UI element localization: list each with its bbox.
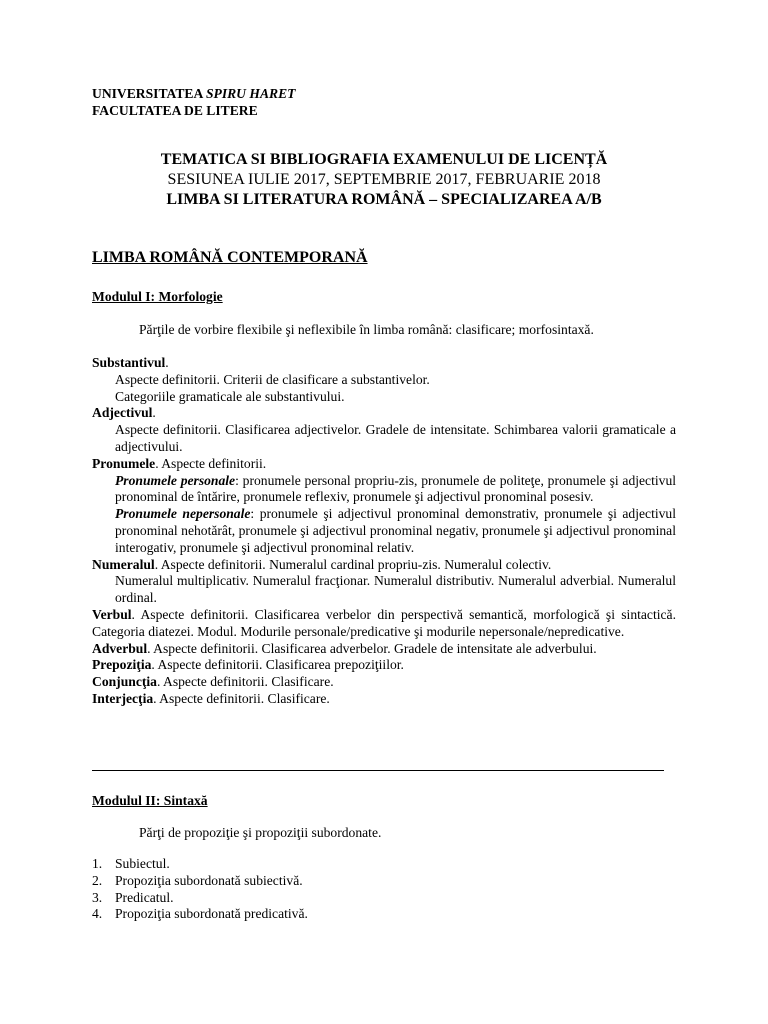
list-item-text: Propoziţia subordonată predicativă. [115, 906, 308, 922]
pronume-nepersonale [92, 506, 676, 556]
prepozitie-paragraph [92, 657, 676, 674]
numeral-rest: . Aspecte definitorii. Numeralul cardinal propriu-zis. Numeralul colectiv. [154, 556, 552, 572]
list-item-text: Subiectul. [115, 856, 170, 871]
substantiv-line-2: Categoriile gramaticale ale substantivului. [115, 388, 345, 404]
list-item [92, 856, 676, 873]
verb-term: Verbul [92, 606, 132, 622]
pronume-term: Pronumele [92, 455, 156, 471]
module-2-title: Modulul II: Sintaxă [92, 793, 208, 808]
list-item-text: Predicatul. [115, 889, 174, 905]
adverb-paragraph [92, 641, 676, 658]
adverb-term: Adverbul [92, 640, 148, 656]
adjectiv-line-1: Aspecte definitorii. Clasificarea adjectivelor. Gradele de intensitate. Schimbarea valorii gramaticale a adjectivului. [115, 422, 676, 454]
prepozitie-rest: . Aspecte definitorii. Clasificarea prepoziţiilor. [151, 657, 404, 673]
prepozitie-term: Prepoziţia [92, 657, 152, 673]
adjectiv-heading [92, 405, 676, 422]
substantiv-rest: . [165, 355, 169, 370]
module-2-list [92, 856, 676, 923]
document-titles [92, 150, 676, 210]
horizontal-divider [92, 770, 664, 771]
list-item [92, 873, 676, 890]
university-prefix: UNIVERSITATEA [92, 86, 203, 101]
numeral-term: Numeralul [92, 556, 155, 572]
pronume-heading [92, 456, 676, 473]
pronume-nepersonale-term: Pronumele nepersonale [115, 506, 251, 522]
verb-paragraph [92, 607, 676, 641]
module-2-intro: Părţi de propoziţie şi propoziţii subordonate. [139, 825, 382, 840]
conjunctie-paragraph [92, 674, 676, 691]
substantiv-term: Substantivul [92, 355, 166, 370]
list-item-number: 1. [92, 856, 103, 871]
substantiv-heading [92, 355, 676, 372]
university-line [92, 86, 676, 103]
interjectie-rest: . Aspecte definitorii. Clasificare. [153, 690, 330, 706]
title-line-1: TEMATICA SI BIBLIOGRAFIA EXAMENULUI DE LICENȚĂ [160, 151, 608, 168]
adjectiv-rest: . [152, 405, 156, 421]
list-item-number: 3. [92, 889, 103, 905]
pronume-personale-text: : pronumele personal propriu-zis, pronumele de politeţe, pronumele şi adjectivul pronominal de întărire, pronumele reflexiv, pronumele şi adjectivul pronominal posesiv. [115, 472, 677, 505]
module-1-title: Modulul I: Morfologie [92, 289, 223, 304]
pronume-personale-term: Pronumele personale [115, 472, 236, 488]
list-item-number: 2. [92, 872, 103, 888]
numeral-line-1: Numeralul multiplicativ. Numeralul fracţionar. Numeralul distributiv. Numeralul adverbial. Numeralul ordinal. [115, 573, 676, 606]
adjectiv-term: Adjectivul [92, 405, 153, 421]
list-item-number: 4. [92, 906, 103, 922]
pronume-rest: . Aspecte definitorii. [155, 455, 267, 471]
document-header [92, 86, 676, 120]
list-item [92, 890, 676, 907]
conjunctie-rest: . Aspecte definitorii. Clasificare. [156, 674, 334, 690]
title-line-3: LIMBA SI LITERATURA ROMÂNĂ – SPECIALIZAREA A/B [166, 191, 602, 208]
module-2-title-wrap [92, 793, 676, 810]
section-title: LIMBA ROMÂNĂ CONTEMPORANĂ [92, 249, 368, 266]
faculty-line: FACULTATEA DE LITERE [92, 102, 258, 118]
adverb-rest: . Aspecte definitorii. Clasificarea adverbelor. Gradele de intensitate ale adverbului. [147, 640, 597, 656]
conjunctie-term: Conjuncţia [92, 674, 157, 690]
substantiv-line-1: Aspecte definitorii. Criterii de clasificare a substantivelor. [115, 371, 430, 387]
pronume-personale [92, 473, 676, 507]
module-1-intro: Părţile de vorbire flexibile şi neflexibile în limba română: clasificare; morfosintaxă. [139, 322, 594, 337]
interjectie-term: Interjecţia [92, 690, 154, 706]
title-line-2: SESIUNEA IULIE 2017, SEPTEMBRIE 2017, FEBRUARIE 2018 [167, 171, 601, 188]
university-name: SPIRU HARET [205, 86, 296, 101]
interjectie-paragraph [92, 691, 676, 708]
module-1-title-wrap [92, 289, 676, 306]
pronume-nepersonale-text: : pronumele şi adjectivul pronominal demonstrativ, pronumele şi adjectivul pronominal nehotărât, pronumele şi adjectivul pronominal negativ, pronumele şi adjectivul pronominal interogativ, pronumele şi adjectivul pronominal relativ. [115, 506, 676, 555]
module-1-content [92, 355, 676, 708]
list-item [92, 906, 676, 923]
numeral-heading [92, 557, 676, 574]
verb-rest: . Aspecte definitorii. Clasificarea verbelor din perspectivă semantică, morfologică şi sintactică. Categoria diatezei. Modul. Modurile personale/predicative şi modurile nepersonale/nepredicative. [92, 606, 676, 639]
list-item-text: Propoziţia subordonată subiectivă. [115, 872, 303, 888]
